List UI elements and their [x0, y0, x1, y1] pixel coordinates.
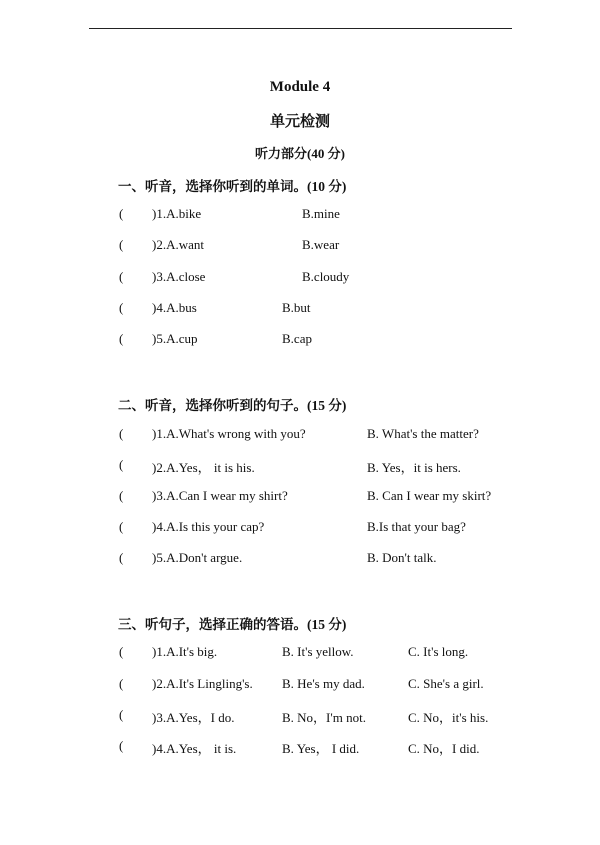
option-c: C. No，I did.	[408, 741, 480, 756]
option-b: B. No，I'm not.	[282, 710, 366, 725]
option-b: B. He's my dad.	[282, 676, 365, 691]
option-b: B.wear	[302, 237, 340, 252]
section-3-heading: 三、听句子，选择正确的答语。(15 分)	[118, 617, 347, 632]
option-a: )4.A.Yes， it is.	[152, 741, 237, 756]
option-a: )2.A.It's Lingling's.	[152, 676, 253, 691]
option-a: )2.A.Yes， it is his.	[152, 460, 255, 475]
answer-paren: (	[119, 707, 124, 722]
option-a: )3.A.Can I wear my shirt?	[152, 488, 288, 503]
answer-paren: (	[119, 331, 124, 346]
option-a: )5.A.Don't argue.	[152, 550, 243, 565]
option-b: B.but	[282, 300, 311, 315]
question-row	[0, 237, 600, 257]
question-row	[0, 738, 600, 758]
answer-paren: (	[119, 457, 124, 472]
question-row	[0, 676, 600, 696]
answer-paren: (	[119, 550, 124, 565]
question-row	[0, 488, 600, 508]
answer-paren: (	[119, 237, 124, 252]
option-b: B. It's yellow.	[282, 644, 354, 659]
page-title: Module 4	[269, 79, 331, 95]
answer-paren: (	[119, 519, 124, 534]
answer-paren: (	[119, 206, 124, 221]
option-b: B. What's the matter?	[367, 426, 479, 441]
option-a: )3.A.Yes，I do.	[152, 710, 235, 725]
option-a: )5.A.cup	[152, 331, 198, 346]
question-row	[0, 300, 600, 320]
option-a: )4.A.Is this your cap?	[152, 519, 265, 534]
part-heading: 听力部分(40 分)	[255, 146, 345, 161]
option-b: B.Is that your bag?	[367, 519, 466, 534]
answer-paren: (	[119, 738, 124, 753]
option-a: )1.A.What's wrong with you?	[152, 426, 306, 441]
page-subtitle: 单元检测	[269, 114, 330, 130]
top-rule	[89, 28, 512, 29]
option-a: )3.A.close	[152, 269, 206, 284]
question-row	[0, 644, 600, 664]
question-row	[0, 707, 600, 727]
question-row	[0, 331, 600, 351]
option-a: )4.A.bus	[152, 300, 197, 315]
question-row	[0, 269, 600, 289]
answer-paren: (	[119, 426, 124, 441]
option-b: B. Don't talk.	[367, 550, 437, 565]
section-2-heading: 二、听音，选择你听到的句子。(15 分)	[118, 398, 347, 413]
option-b: B. Can I wear my skirt?	[367, 488, 492, 503]
answer-paren: (	[119, 644, 124, 659]
option-c: C. No，it's his.	[408, 710, 489, 725]
option-c: C. She's a girl.	[408, 676, 484, 691]
question-row	[0, 457, 600, 477]
option-b: B. Yes， I did.	[282, 741, 360, 756]
section-1-heading: 一、听音，选择你听到的单词。(10 分)	[118, 179, 347, 194]
answer-paren: (	[119, 676, 124, 691]
option-a: )1.A.bike	[152, 206, 202, 221]
question-row	[0, 550, 600, 570]
question-row	[0, 426, 600, 446]
option-b: B.mine	[302, 206, 340, 221]
option-b: B.cap	[282, 331, 312, 346]
option-c: C. It's long.	[408, 644, 469, 659]
option-a: )2.A.want	[152, 237, 204, 252]
option-b: B. Yes，it is hers.	[367, 460, 461, 475]
answer-paren: (	[119, 488, 124, 503]
answer-paren: (	[119, 269, 124, 284]
option-a: )1.A.It's big.	[152, 644, 218, 659]
question-row	[0, 519, 600, 539]
option-b: B.cloudy	[302, 269, 350, 284]
answer-paren: (	[119, 300, 124, 315]
question-row	[0, 206, 600, 226]
